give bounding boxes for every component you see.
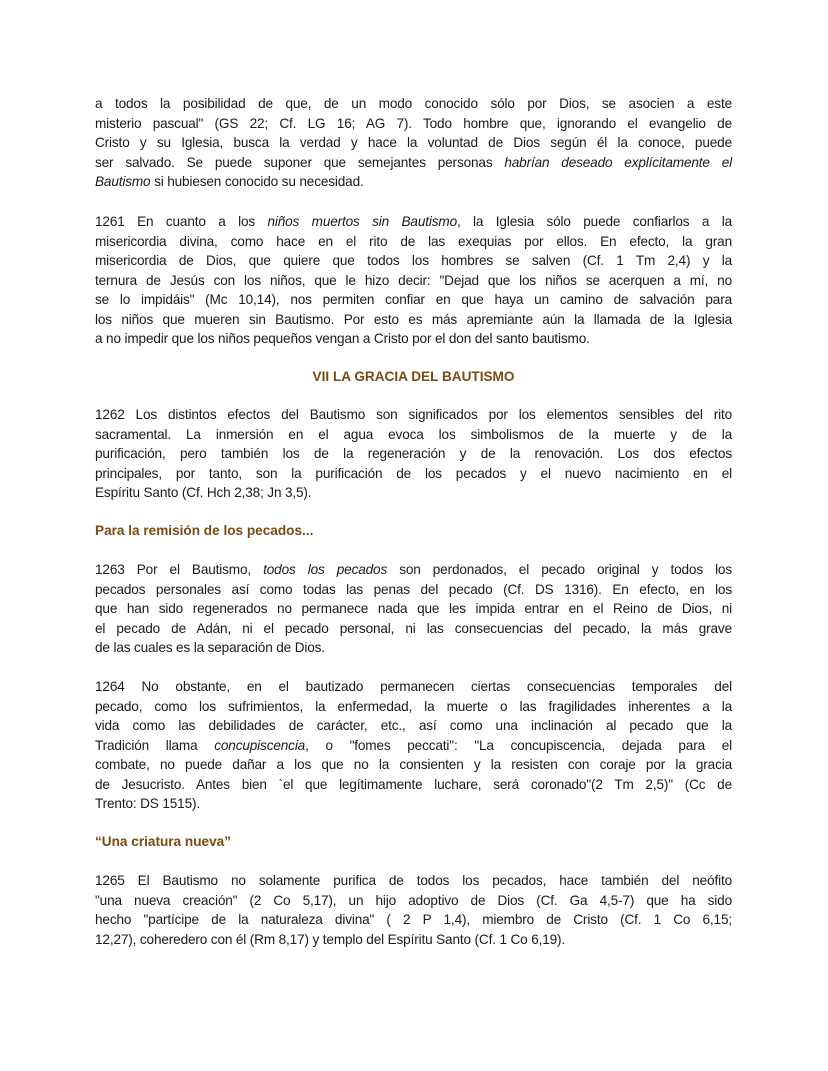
text-line bbox=[95, 580, 732, 600]
text-segment: 1263 Por el Bautismo, bbox=[95, 562, 264, 577]
text-segment: misericordia divina, como hace en el rito de las exequias por ellos. En efecto, la gran bbox=[95, 233, 732, 249]
text-segment: Espíritu Santo (Cf. Hch 2,38; Jn 3,5). bbox=[95, 485, 312, 500]
text-line bbox=[95, 677, 732, 697]
text-segment: Trento: DS 1515). bbox=[95, 796, 200, 811]
text-segment: se lo impidáis" (Mc 10,14), nos permiten confiar en que haya un camino de salvación para bbox=[95, 292, 732, 307]
subheading-criatura: “Una criatura nueva” bbox=[95, 834, 231, 849]
text-line bbox=[95, 599, 732, 619]
paragraph-1265 bbox=[95, 871, 732, 949]
text-line bbox=[95, 133, 732, 153]
text-segment: de las cuales es la separación de Dios. bbox=[95, 640, 325, 655]
text-segment: ternura de Jesús con los niños, que le hizo decir: "Dejad que los niños se acerquen a mí, no bbox=[95, 272, 732, 288]
text-segment: Cristo y su Iglesia, busca la verdad y hace la voluntad de Dios según él la conoce, puede bbox=[95, 135, 732, 150]
text-segment: pecado, como los sufrimientos, la enfermedad, la muerte o las fragilidades inherentes a la bbox=[95, 698, 732, 714]
text-line bbox=[95, 775, 732, 795]
text-line bbox=[95, 172, 732, 192]
text-line bbox=[95, 910, 732, 930]
text-segment: combate, no puede dañar a los que no la consienten y la resisten con coraje por la gracia bbox=[95, 757, 732, 772]
text-line bbox=[95, 310, 732, 330]
text-line bbox=[95, 290, 732, 310]
text-line bbox=[95, 153, 732, 173]
italic-text: habrían deseado explícitamente el bbox=[504, 154, 732, 170]
text-segment: el pecado de Adán, ni el pecado personal, ni las consecuencias del pecado, la más grave bbox=[95, 620, 732, 636]
text-segment: misericordia de Dios, que quiere que todos los hombres se salven (Cf. 1 Tm 2,4) y la bbox=[95, 253, 732, 268]
text-segment: 1261 En cuanto a los bbox=[95, 214, 268, 229]
text-segment: 1264 No obstante, en el bautizado permanecen ciertas consecuencias temporales del bbox=[95, 679, 732, 694]
text-segment: a no impedir que los niños pequeños vengan a Cristo por el don del santo bautismo. bbox=[95, 331, 590, 346]
text-segment: Tradición llama bbox=[95, 737, 215, 753]
text-line bbox=[95, 891, 732, 911]
section-heading: VII LA GRACIA DEL BAUTISMO bbox=[312, 369, 515, 384]
text-segment: purificación, pero también los de la regeneración y de la renovación. Los dos efectos bbox=[95, 446, 732, 461]
text-line bbox=[95, 114, 732, 134]
italic-text: concupiscencia bbox=[214, 737, 306, 753]
text-segment: pecados personales así como todas las penas del pecado (Cf. DS 1316). En efecto, en los bbox=[95, 581, 732, 597]
paragraph-1264 bbox=[95, 677, 732, 814]
text-segment: 1265 El Bautismo no solamente purifica de todos los pecados, hace también del neófito bbox=[95, 873, 732, 888]
paragraph-1263 bbox=[95, 560, 732, 658]
paragraph-1262 bbox=[95, 405, 732, 503]
subheading-remision: Para la remisión de los pecados... bbox=[95, 523, 314, 538]
text-segment: son perdonados, el pecado original y todos los bbox=[387, 562, 732, 577]
text-segment: 12,27), coheredero con él (Rm 8,17) y templo del Espíritu Santo (Cf. 1 Co 6,19). bbox=[95, 931, 566, 947]
text-line bbox=[95, 794, 732, 814]
text-segment: 1262 Los distintos efectos del Bautismo son significados por los elementos sensibles del rito bbox=[95, 407, 732, 422]
text-segment: , la Iglesia sólo puede confiarlos a la bbox=[456, 214, 733, 229]
text-segment: misterio pascual" (GS 22; Cf. LG 16; AG 7). Todo hombre que, ignorando el evangelio de bbox=[95, 115, 732, 131]
text-line bbox=[95, 271, 732, 291]
text-line bbox=[95, 251, 732, 271]
text-line bbox=[95, 930, 732, 950]
text-line bbox=[95, 329, 732, 349]
text-segment: "una nueva creación" (2 Co 5,17), un hijo adoptivo de Dios (Cf. Ga 4,5-7) que ha sido bbox=[95, 892, 732, 908]
text-segment: sacramental. La inmersión en el agua evoca los simbolismos de la muerte y de la bbox=[95, 426, 732, 442]
text-line bbox=[95, 425, 732, 445]
text-segment: los niños que mueren sin Bautismo. Por esto es más apremiante aún la llamada de la Iglesia bbox=[95, 311, 732, 327]
text-line bbox=[95, 232, 732, 252]
text-segment: vida como las debilidades de carácter, etc., así como una inclinación al pecado que la bbox=[95, 718, 732, 733]
text-segment: hecho "partícipe de la naturaleza divina" ( 2 P 1,4), miembro de Cristo (Cf. 1 Co 6,15; bbox=[95, 912, 732, 927]
italic-text: todos los pecados bbox=[263, 562, 388, 577]
text-segment: si hubiesen conocido su necesidad. bbox=[150, 174, 364, 189]
text-line bbox=[95, 638, 732, 658]
text-line bbox=[95, 619, 732, 639]
paragraph-intro bbox=[95, 94, 732, 192]
text-line bbox=[95, 697, 732, 717]
text-segment: a todos la posibilidad de que, de un modo conocido sólo por Dios, se asocien a este bbox=[95, 96, 732, 111]
text-segment: ser salvado. Se puede suponer que semejantes personas bbox=[95, 154, 505, 170]
text-line bbox=[95, 212, 732, 232]
text-line bbox=[95, 444, 732, 464]
italic-text: niños muertos sin Bautismo bbox=[267, 214, 457, 229]
text-line bbox=[95, 560, 732, 580]
text-segment: que han sido regenerados no permanece nada que les impida entrar en el Reino de Dios, ni bbox=[95, 601, 732, 616]
text-line bbox=[95, 736, 732, 756]
text-line bbox=[95, 483, 732, 503]
text-line bbox=[95, 94, 732, 114]
text-segment: , o "fomes peccati": "La concupiscencia, dejada para el bbox=[305, 737, 732, 753]
text-line bbox=[95, 755, 732, 775]
paragraph-1261 bbox=[95, 212, 732, 349]
text-line bbox=[95, 871, 732, 891]
text-line bbox=[95, 716, 732, 736]
text-segment: de Jesucristo. Antes bien `el que legítimamente luchare, será coronado"(2 Tm 2,5)" (Cc de bbox=[95, 776, 732, 792]
italic-text: Bautismo bbox=[95, 174, 151, 189]
text-line bbox=[95, 405, 732, 425]
text-segment: principales, por tanto, son la purificación de los pecados y el nuevo nacimiento en el bbox=[95, 465, 732, 481]
text-line bbox=[95, 464, 732, 484]
